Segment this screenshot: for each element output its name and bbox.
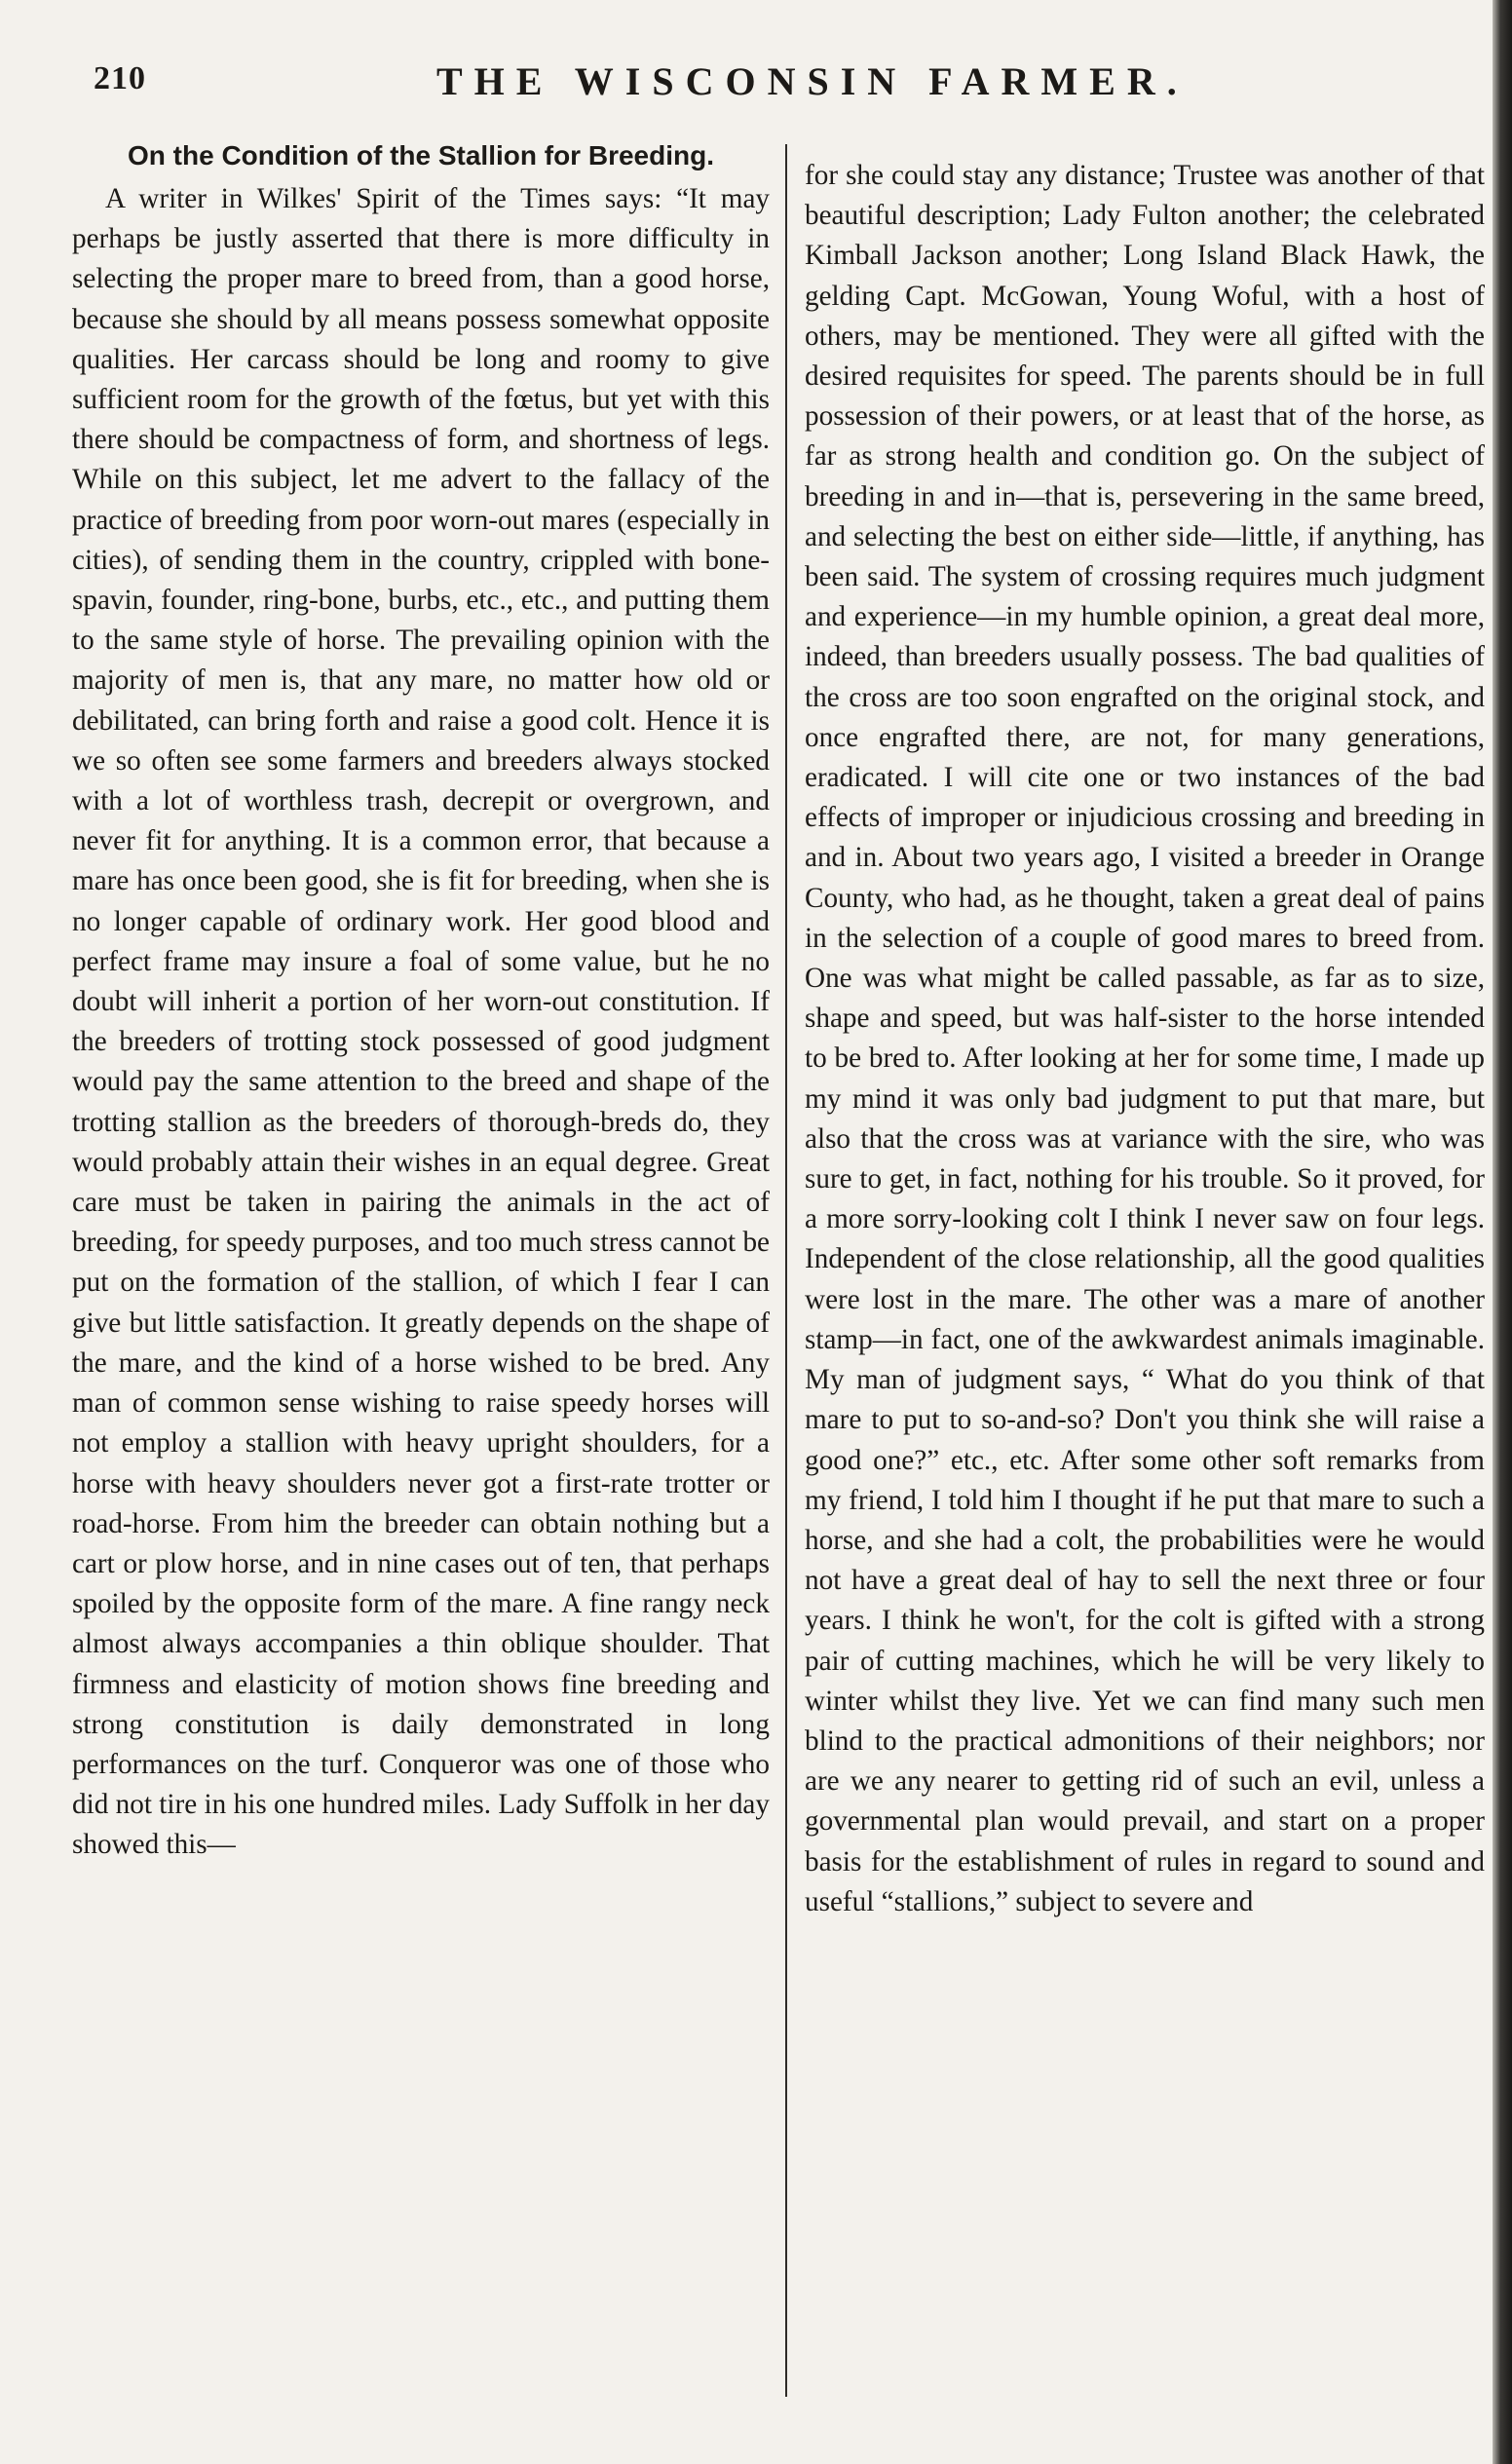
article-title: On the Condition of the Stallion for Breeding. [128,140,714,171]
running-head: THE WISCONSIN FARMER. [436,59,1189,103]
column-divider [785,144,787,2397]
page-header [94,57,1467,117]
right-column-text: for she could stay any distance; Trustee was another of that beautiful description; Lady Fulton another; the celebrated Kimball Jackson another; Long Island Black Hawk, the gelding Capt. McGowan, Young Woful, with a host of others, may be mentioned. They were all gifted with the desired requisites for speed. The parents should be in full possession of their powers, or at least that of the horse, as far as strong health and condition go. On the subject of breeding in and in—that is, persevering in the same breed, and selecting the best on either side—little, if anything, has been said. The system of crossing requires much judgment and experience—in my humble opinion, a great deal more, indeed, than breeders usually possess. The bad qualities of the cross are too soon engrafted on the original stock, and once engrafted there, are not, for many generations, eradicated. I will cite one or two instances of the bad effects of improper or injudicious crossing and breeding in and in. About two years ago, I visited a breeder in Orange County, who had, as he thought, taken a great deal of pains in the selection of a couple of good mares to breed from. One was what might be called passable, as far as to size, shape and speed, but was half-sister to the horse intended to be bred to. After looking at her for some time, I made up my mind it was only bad judgment to put that mare, but also that the cross was at variance with the sire, who was sure to get, in fact, nothing for his trouble. So it proved, for a more sorry-looking colt I think I never saw on four legs. Independent of the close relationship, all the good qualities were lost in the mare. The other was a mare of another stamp—in fact, one of the awkwardest animals imaginable. My man of judgment says, “ What do you think of that mare to put to so-and-so? Don't you think she will raise a good one?” etc., etc. After some other soft remarks from my friend, I told him I thought if he put that mare to such a horse, and she had a colt, the probabilities were he would not have a great deal of hay to sell the next three or four years. I think he won't, for the colt is gifted with a strong pair of cutting machines, which he will be very likely to winter whilst they live. Yet we can find many such men blind to the practical admonitions of their neighbors; nor are we any nearer to getting rid of such an evil, unless a governmental plan would prevail, and start on a proper basis for the establishment of rules in regard to sound and useful “stallions,” subject to severe and [805,160,1485,1917]
page-edge-shadow [1493,0,1512,2464]
left-column-text: A writer in Wilkes' Spirit of the Times says: “It may perhaps be justly asserted that there is more difficulty in selecting the proper mare to breed from, than a good horse, because she should by all means possess somewhat opposite qualities. Her carcass should be long and roomy to give sufficient room for the growth of the fœtus, but yet with this there should be compactness of form, and shortness of legs. While on this subject, let me advert to the fallacy of the practice of breeding from poor worn-out mares (especially in cities), of sending them in the country, crippled with bone-spavin, founder, ring-bone, burbs, etc., etc., and putting them to the same style of horse. The prevailing opinion with the majority of men is, that any mare, no matter how old or debilitated, can bring forth and raise a good colt. Hence it is we so often see some farmers and breeders always stocked with a lot of worthless trash, decrepit or overgrown, and never fit for anything. It is a common error, that because a mare has once been good, she is fit for breeding, when she is no longer capable of ordinary work. Her good blood and perfect frame may insure a foal of some value, but he no doubt will inherit a portion of her worn-out constitution. If the breeders of trotting stock possessed of good judgment would pay the same attention to the breed and shape of the trotting stallion as the breeders of thorough-breds do, they would probably attain their wishes in an equal degree. Great care must be taken in pairing the animals in the act of breeding, for speedy purposes, and too much stress cannot be put on the formation of the stallion, of which I fear I can give but little satisfaction. It greatly depends on the shape of the mare, and the kind of a horse wished to be bred. Any man of common sense wishing to raise speedy horses will not employ a stallion with heavy upright shoulders, for a horse with heavy shoulders never got a first-rate trotter or road-horse. From him the breeder can obtain nothing but a cart or plow horse, and in nine cases out of ten, that perhaps spoiled by the opposite form of the mare. A fine rangy neck almost always accompanies a thin oblique shoulder. That firmness and elasticity of motion shows fine breeding and strong constitution is daily demonstrated in long performances on the turf. Conqueror was one of those who did not tire in his one hundred miles. Lady Suffolk in her day showed this— [72,183,770,1861]
right-column [805,156,1485,2441]
page-number: 210 [94,60,146,96]
left-column [72,138,770,2423]
